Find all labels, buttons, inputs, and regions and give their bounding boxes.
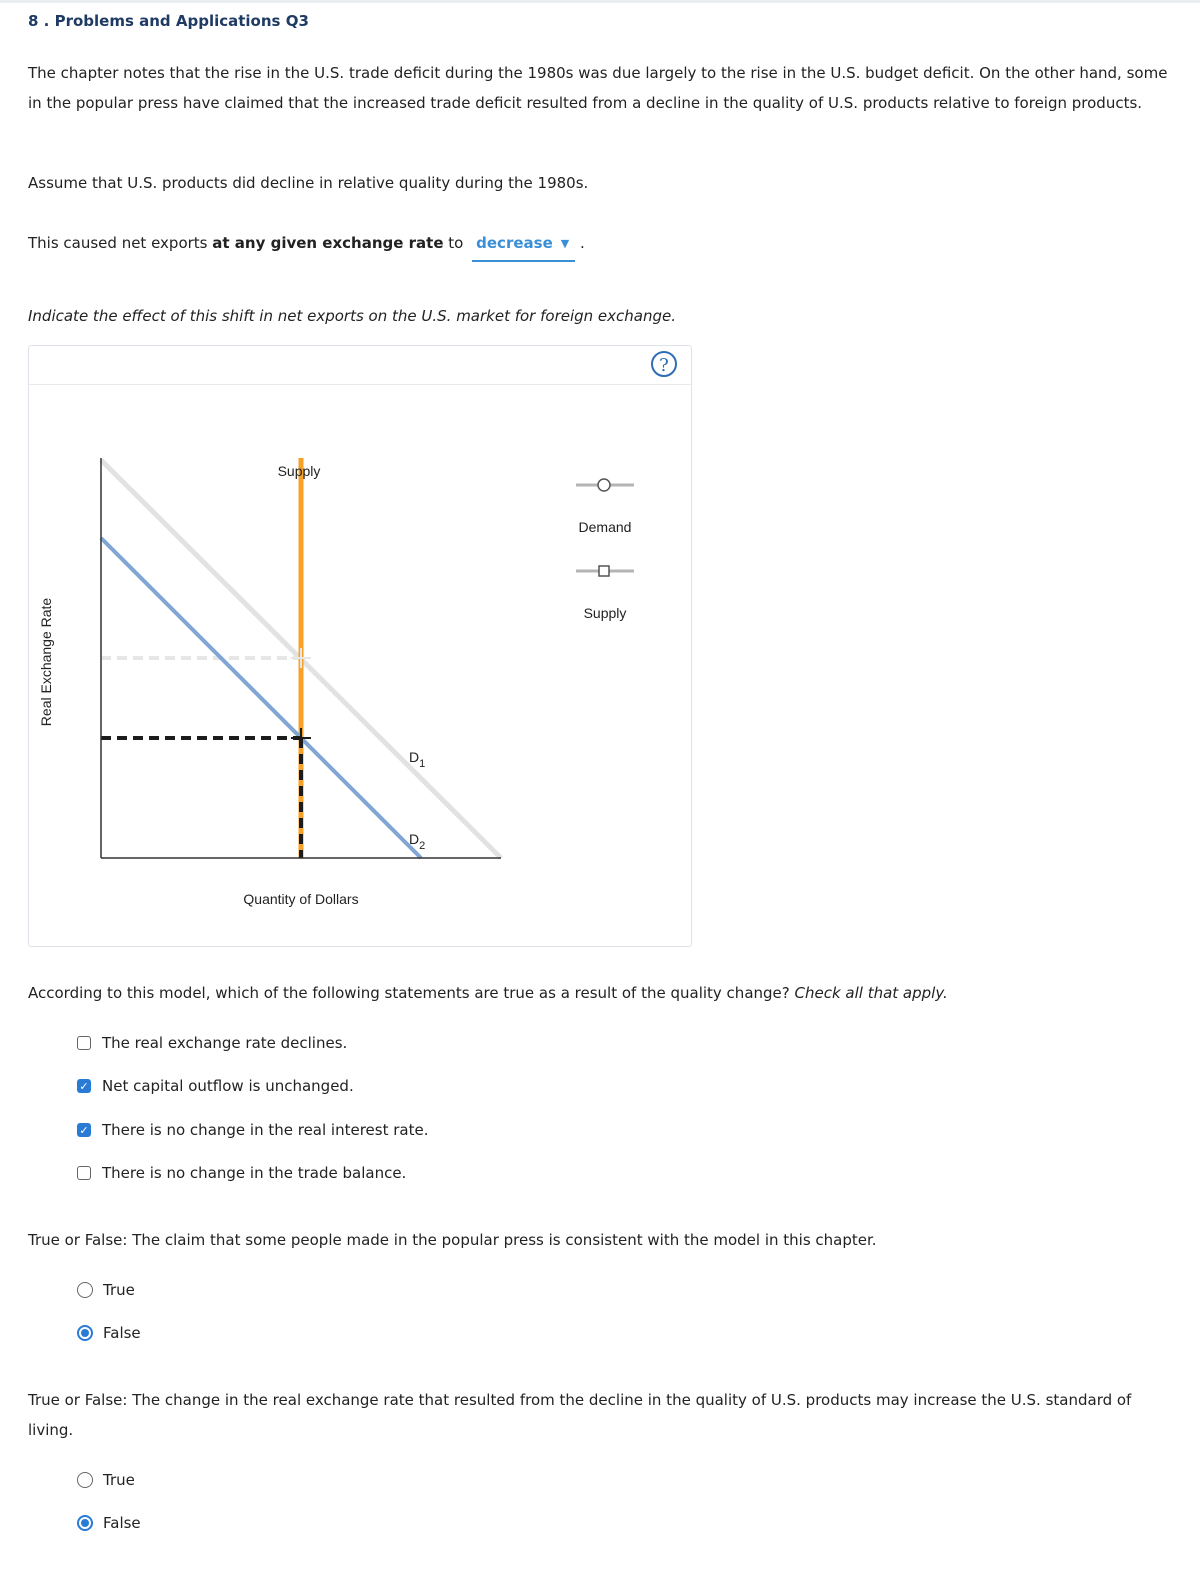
square-marker-icon xyxy=(599,566,609,576)
net-exports-bold: at any given exchange rate xyxy=(212,234,444,252)
checkbox-checked[interactable]: ✓ xyxy=(77,1123,91,1137)
supply-curve-label: Supply xyxy=(277,463,321,479)
q3-option-true-label: True xyxy=(103,1471,135,1489)
q1-option-4-label: There is no change in the trade balance. xyxy=(102,1164,407,1182)
net-exports-suffix: . xyxy=(575,234,585,252)
q1-option-4[interactable] xyxy=(77,1161,406,1185)
radio-button[interactable] xyxy=(77,1472,93,1488)
net-exports-sentence xyxy=(28,228,1168,262)
radio-button-selected[interactable] xyxy=(77,1515,93,1531)
q1-option-2[interactable] xyxy=(77,1074,354,1098)
net-exports-dropdown[interactable] xyxy=(472,228,575,262)
x-axis-label: Quantity of Dollars xyxy=(243,891,359,907)
q2-option-false[interactable] xyxy=(77,1321,141,1345)
net-exports-prefix: This caused net exports xyxy=(28,234,213,252)
d1-label: $D_1$ xyxy=(409,749,426,770)
help-icon[interactable]: ? xyxy=(651,351,677,377)
question2-text: True or False: The claim that some people made in the popular press is consistent with the model in this chapter. xyxy=(28,1231,877,1249)
dropdown-value: decrease xyxy=(476,234,553,252)
q2-option-true[interactable] xyxy=(77,1278,135,1302)
q1-option-1-label: The real exchange rate declines. xyxy=(102,1034,348,1052)
question3-text: True or False: The change in the real exchange rate that resulted from the decline in the quality of U.S. products may increase the U.S. standard of living. xyxy=(28,1391,1132,1439)
q2-option-false-label: False xyxy=(103,1324,141,1342)
assumption-text: Assume that U.S. products did decline in relative quality during the 1980s. xyxy=(28,174,589,192)
net-exports-mid: to xyxy=(443,234,464,252)
chevron-down-icon: ▼ xyxy=(560,237,570,250)
intro-paragraph: The chapter notes that the rise in the U.S. trade deficit during the 1980s was due largely to the rise in the U.S. budget deficit. On the other hand, some in the popular press have claimed that the increased trade deficit resulted from a decline in the quality of U.S. products relative to foreign products. xyxy=(28,64,1168,112)
demand-tool-label: Demand xyxy=(578,519,632,535)
d2-label: $D_2$ xyxy=(409,831,426,852)
q1-option-1[interactable] xyxy=(77,1031,347,1055)
question1-prompt: According to this model, which of the following statements are true as a result of the quality change? xyxy=(28,984,795,1002)
radio-button-selected[interactable] xyxy=(77,1325,93,1341)
radio-button[interactable] xyxy=(77,1282,93,1298)
supply-tool-label: Supply xyxy=(583,605,627,621)
checkbox[interactable] xyxy=(77,1036,91,1050)
demand-tool[interactable] xyxy=(576,479,634,535)
question1-hint: Check all that apply. xyxy=(794,984,948,1002)
checkbox[interactable] xyxy=(77,1166,91,1180)
top-divider xyxy=(0,0,1200,3)
q3-option-true[interactable] xyxy=(77,1468,135,1492)
graph-canvas xyxy=(29,346,691,946)
q1-option-3[interactable] xyxy=(77,1118,428,1142)
q1-option-3-label: There is no change in the real interest rate. xyxy=(102,1121,429,1139)
circle-marker-icon xyxy=(598,479,610,491)
q1-option-2-label: Net capital outflow is unchanged. xyxy=(102,1077,354,1095)
question1-text xyxy=(28,978,1178,1008)
demand-curve-d2[interactable] xyxy=(101,538,421,858)
checkbox-checked[interactable]: ✓ xyxy=(77,1079,91,1093)
q2-option-true-label: True xyxy=(103,1281,135,1299)
q3-option-false[interactable] xyxy=(77,1511,141,1535)
y-axis-label: Real Exchange Rate xyxy=(38,597,54,727)
supply-tool[interactable] xyxy=(576,566,634,621)
graph-tool xyxy=(28,345,692,947)
q3-option-false-label: False xyxy=(103,1514,141,1532)
graph-instruction: Indicate the effect of this shift in net exports on the U.S. market for foreign exchange. xyxy=(28,307,677,325)
problem-title: 8 . Problems and Applications Q3 xyxy=(28,12,309,30)
